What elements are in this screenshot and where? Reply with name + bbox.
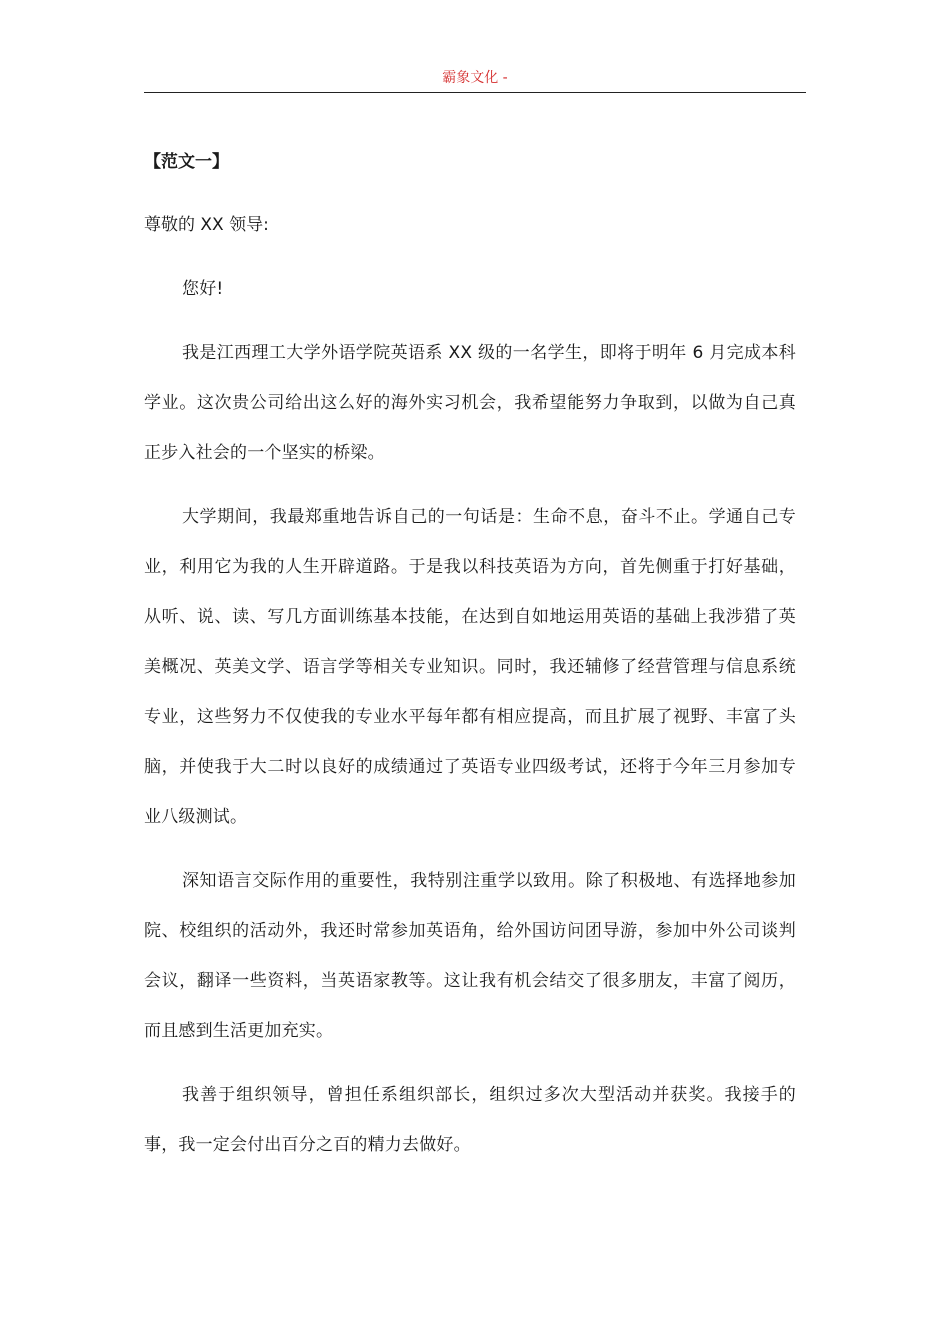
paragraph-leadership: 我善于组织领导，曾担任系组织部长，组织过多次大型活动并获奖。我接手的事，我一定会付出百分之百的精力去做好。: [144, 1085, 796, 1155]
greeting: 您好!: [182, 279, 224, 299]
document-heading: 【范文一】: [144, 152, 229, 172]
paragraph-intro: 我是江西理工大学外语学院英语系 XX 级的一名学生，即将于明年 6 月完成本科学业。这次贵公司给出这么好的海外实习机会，我希望能努力争取到，以做为自己真正步入社会的一个坚实的桥梁。: [144, 343, 796, 463]
paragraph-university: 大学期间，我最郑重地告诉自己的一句话是：生命不息，奋斗不止。学通自己专业，利用它为我的人生开辟道路。于是我以科技英语为方向，首先侧重于打好基础，从听、说、读、写几方面训练基本技能，在达到自如地运用英语的基础上我涉猎了英美概况、英美文学、语言学等相关专业知识。同时，我还辅修了经营管理与信息系统专业，这些努力不仅使我的专业水平每年都有相应提高，而且扩展了视野、丰富了头脑，并使我于大二时以良好的成绩通过了英语专业四级考试，还将于今年三月参加专业八级测试。: [144, 507, 796, 827]
header-title: 霸象文化 -: [442, 70, 508, 86]
page-header: [144, 66, 806, 93]
document-body: [144, 140, 796, 1184]
paragraph-language: 深知语言交际作用的重要性，我特别注重学以致用。除了积极地、有选择地参加院、校组织的活动外，我还时常参加英语角，给外国访问团导游，参加中外公司谈判会议，翻译一些资料，当英语家教等。这让我有机会结交了很多朋友，丰富了阅历，而且感到生活更加充实。: [144, 871, 796, 1041]
salutation: 尊敬的 XX 领导:: [144, 215, 269, 235]
